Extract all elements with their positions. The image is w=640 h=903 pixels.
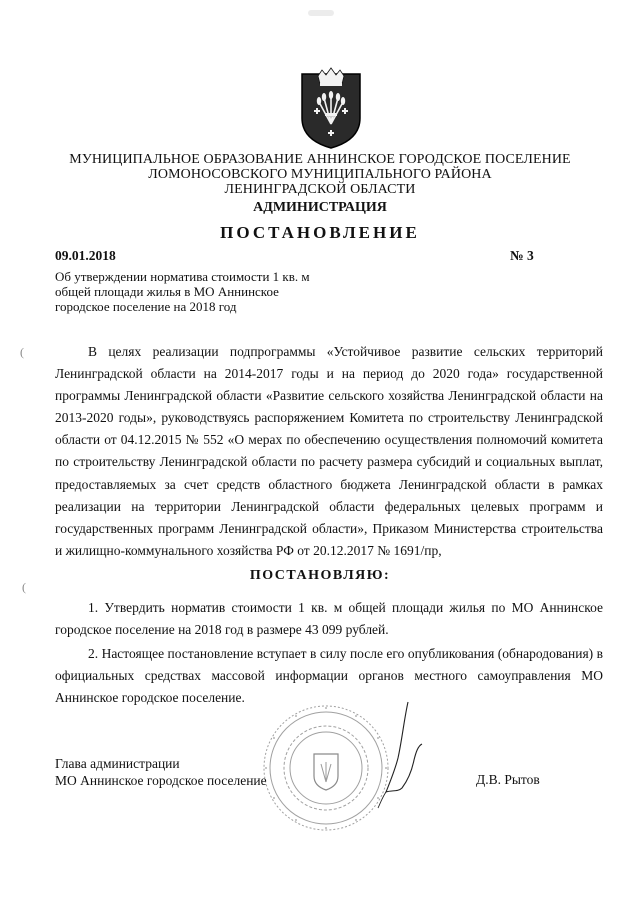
resolution-item: 1. Утвердить норматив стоимости 1 кв. м общей площади жилья по МО Аннинское городское поселение на 2018 год в размере 43 099 рублей. bbox=[55, 600, 603, 638]
margin-mark: ( bbox=[22, 580, 26, 594]
coat-of-arms-icon bbox=[300, 66, 362, 150]
resolve-heading: ПОСТАНОВЛЯЮ: bbox=[249, 568, 391, 583]
signatory-position-line-2: МО Аннинское городское поселение bbox=[55, 773, 267, 788]
resolution-item: 2. Настоящее постановление вступает в силу после его опубликования (обнародования) в официальных средствах массовой информации органов местного самоуправления МО Аннинское городское поселение. bbox=[55, 646, 603, 706]
signatory-name: Д.В. Рытов bbox=[476, 772, 540, 787]
document-number: № 3 bbox=[510, 248, 534, 263]
scan-artifact bbox=[308, 10, 334, 16]
signatory-position-line-1: Глава администрации bbox=[55, 756, 180, 771]
subject-line-3: городское поселение на 2018 год bbox=[55, 299, 237, 314]
document-type-title: ПОСТАНОВЛЕНИЕ bbox=[220, 223, 420, 242]
header-line-1: МУНИЦИПАЛЬНОЕ ОБРАЗОВАНИЕ АННИНСКОЕ ГОРОДСКОЕ ПОСЕЛЕНИЕ bbox=[69, 152, 571, 167]
margin-mark: ( bbox=[20, 345, 24, 359]
header-line-2: ЛОМОНОСОВСКОГО МУНИЦИПАЛЬНОГО РАЙОНА bbox=[148, 167, 492, 182]
preamble-paragraph: В целях реализации подпрограммы «Устойчивое развитие сельских территорий Ленинградской области на 2014-2017 годы и на период до 2020 года» государственной программы Ленинградской области «Развитие сельского хозяйства Ленинградской области на 2013-2020 годы», руководствуясь распоряжением Комитета по строительству Ленинградской области от 04.12.2015 № 552 «О мерах по обеспечению осуществления полномочий комитета по строительству Ленинградской области по расчету размера субсидий и социальных выплат, предоставляемых за счет средств областного бюджета Ленинградской области в рамках реализации на территории Ленинградской области федеральных целевых программ и государственных программ Ленинградской области», Приказом Министерства строительства и жилищно-коммунального хозяйства РФ от 20.12.2017 № 1691/пр, bbox=[55, 344, 603, 558]
subject-line-1: Об утверждении норматива стоимости 1 кв. м bbox=[55, 269, 310, 284]
document-subject bbox=[55, 269, 315, 314]
document-date: 09.01.2018 bbox=[55, 248, 116, 263]
signatory-position bbox=[55, 755, 267, 789]
subject-line-2: общей площади жилья в МО Аннинское bbox=[55, 284, 279, 299]
handwritten-signature-icon bbox=[368, 700, 448, 810]
administration-title: АДМИНИСТРАЦИЯ bbox=[253, 200, 387, 215]
header-line-3: ЛЕНИНГРАДСКОЙ ОБЛАСТИ bbox=[224, 182, 416, 197]
